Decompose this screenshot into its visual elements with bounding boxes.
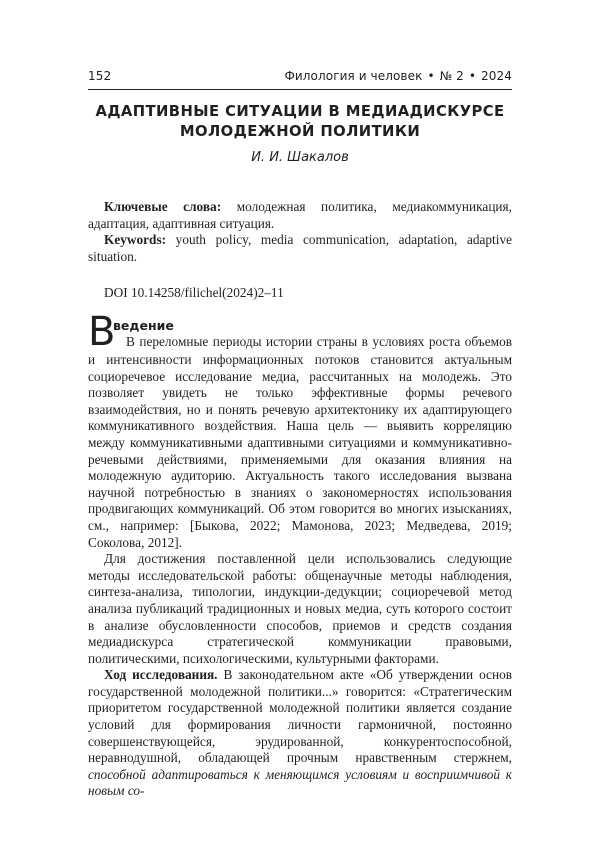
intro-heading [88,309,512,355]
keywords-en [88,232,512,265]
paragraph-3-italic: способной адаптироваться к меняющимся условиям и восприимчивой к новым со- [88,766,512,799]
header-rule [88,89,512,90]
keywords-ru [88,199,512,232]
author-name: И. И. Шакалов [251,150,349,165]
year: 2024 [481,69,512,83]
keywords-ru-label: Ключевые слова: [104,199,222,214]
article-body [88,309,513,800]
keywords-en-label: Keywords: [104,232,167,247]
paragraph-3-text: В законодательном акте «Об утверждении основ государственной молодежной политики...» говорится: «Стратегическим приоритетом государственной молодежной политики является создание условий для формирования личности гармоничной, постоянно совершенствующейся, эрудированной, конкурентоспособной, неравнодушной, обладающей прочным нравственным стержнем, [88,667,513,766]
page-number: 152 [88,69,112,83]
running-head [88,69,512,87]
journal-name: Филология и человек [284,69,423,83]
bullet-separator: • [468,69,477,83]
doi: DOI 10.14258/filichel(2024)2–11 [104,285,284,300]
first-line: В переломные периоды истории страны в условиях роста объемов [126,334,512,349]
issue-number: № 2 [439,69,464,83]
paragraph-3-lead: Ход исследования. [104,667,218,683]
paragraph-3 [88,667,512,800]
journal-info [284,69,512,83]
keywords-ru-text: молодежная политика, медиакоммуникация, адаптация, адаптивная ситуация. [88,199,512,231]
paragraph-2: Для достижения поставленной цели использовались следующие методы исследовательской работы: общенаучные методы наблюдения, синтеза-анализа, типологии, индукции-дедукции; социоречевой метод анализа публикаций традиционных и новых медиа, суть которого состоит в анализе обусловленности способов, приемов и средств создания медиадискурса стратегической коммуникации правовыми, политическими, психологическими, культурными факторами. [88,551,512,666]
drop-cap: В [88,309,116,355]
keywords-en-text: youth policy, media communication, adaptation, adaptive situation. [88,232,512,264]
section-heading: ведение [113,318,174,333]
title-line-2: МОЛОДЕЖНОЙ ПОЛИТИКИ [179,123,421,140]
paragraph-1: и интенсивности информационных потоков становится актуальным социоречевое исследование медиа, рассчитанных на молодежь. Это позволяет увидеть не только эффективные формы речевого взаимодействия, но и понять речевую архитектонику их адаптирующего коммуникативного воздействия. Наша цель — выявить корреляцию между коммуникативными адаптивными ситуациями и коммуникативно-речевыми действиями, применяемыми для оказания влияния на молодежную аудиторию. Актуальность такого исследования вызвана научной потребностью в знаниях о закономерностях использования продвигающих коммуникаций. Об этом говорится во многих изысканиях, см., например: [Быкова, 2022; Мамонова, 2023; Медведева, 2019; Соколова, 2012]. [88,352,512,550]
bullet-separator: • [427,69,435,83]
article-title [60,102,540,142]
title-line-1: АДАПТИВНЫЕ СИТУАЦИИ В МЕДИАДИСКУРСЕ [95,103,505,120]
